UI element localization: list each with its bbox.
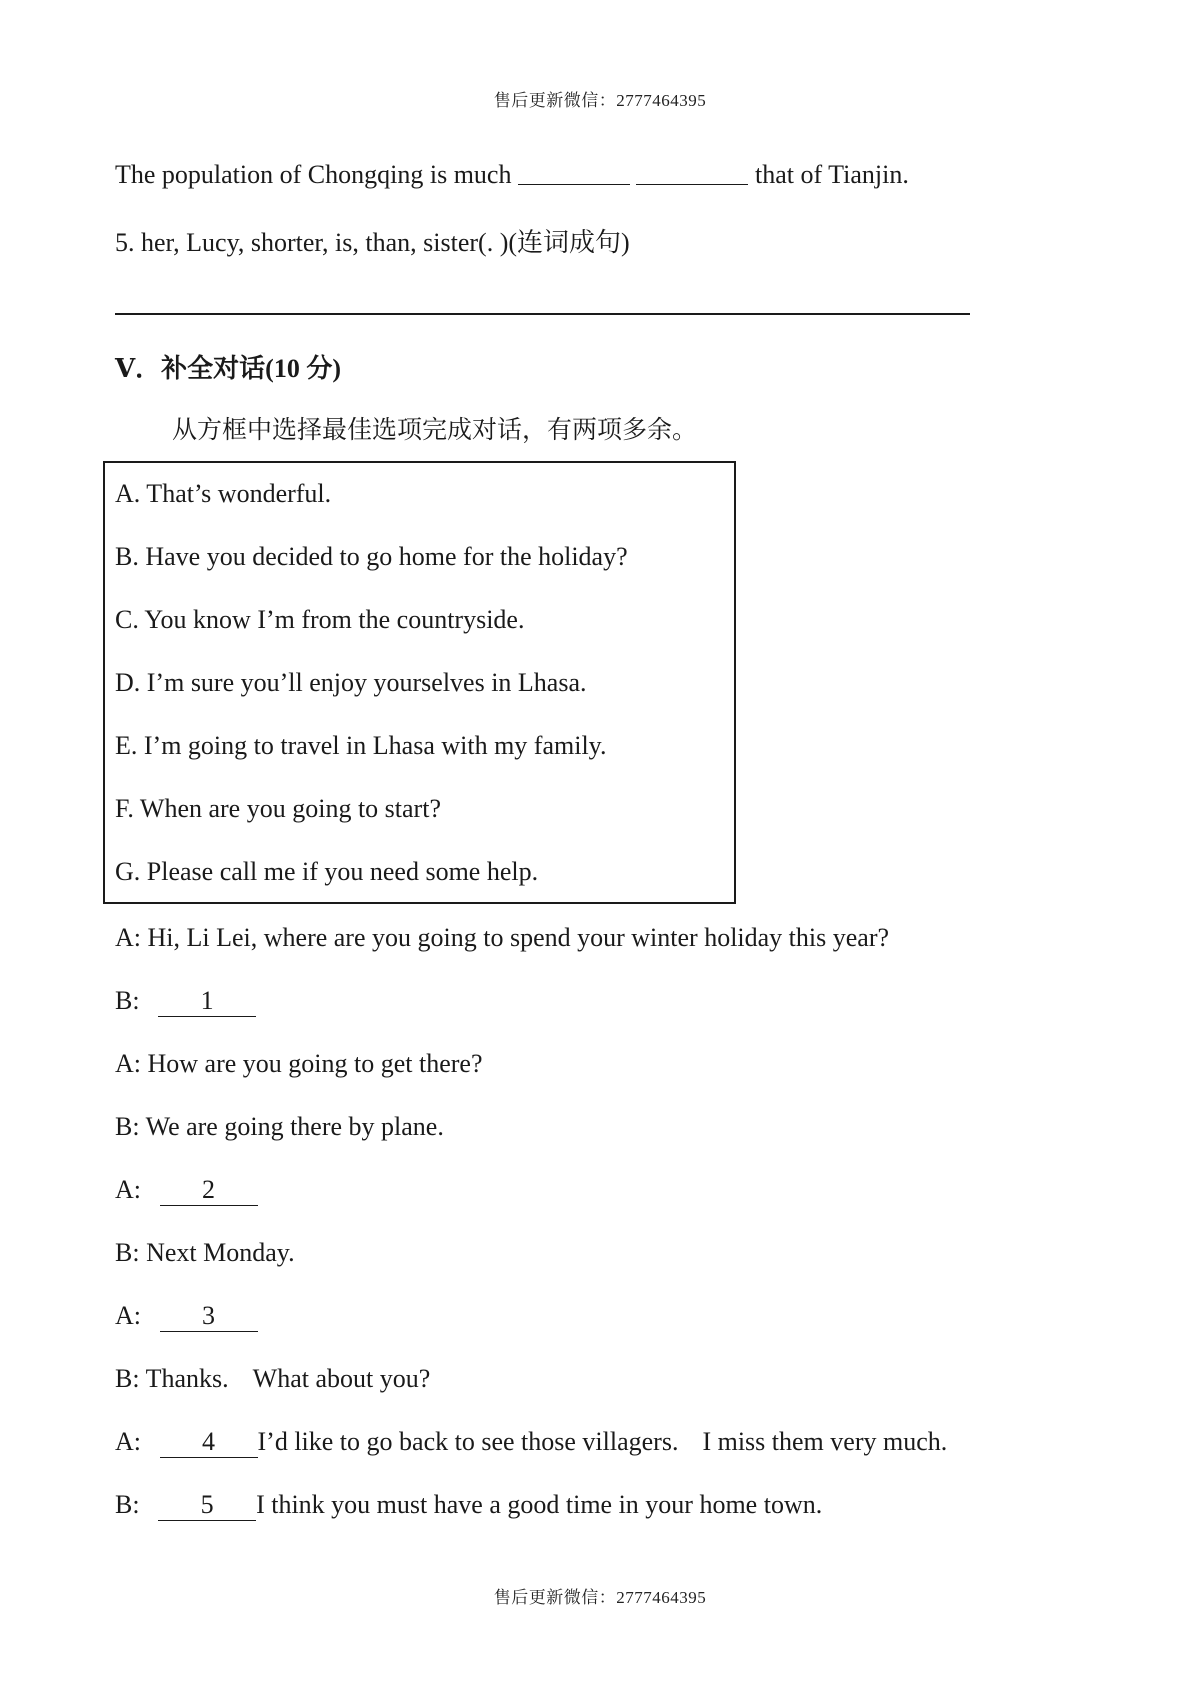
- answer-line[interactable]: [115, 313, 970, 315]
- option-g: G. Please call me if you need some help.: [115, 857, 539, 886]
- option-c: C. You know I’m from the countryside.: [115, 605, 525, 634]
- answer-blank-1[interactable]: 1: [158, 986, 256, 1017]
- dialogue-line: [115, 986, 256, 1017]
- speaker-label: B:: [115, 986, 140, 1015]
- option-e: E. I’m going to travel in Lhasa with my family.: [115, 731, 607, 760]
- section-instruction: 从方框中选择最佳选项完成对话，有两项多余。: [172, 417, 698, 444]
- speaker-label: B:: [115, 1238, 140, 1267]
- dialogue-text-2: What about you?: [252, 1364, 431, 1393]
- option-b: B. Have you decided to go home for the holiday?: [115, 542, 628, 571]
- dialogue-line: [115, 1364, 430, 1394]
- question-4-text-after: that of Tianjin.: [754, 160, 909, 189]
- dialogue-line: [115, 923, 889, 953]
- speaker-label: B:: [115, 1490, 140, 1519]
- option-a: A. That’s wonderful.: [115, 479, 332, 508]
- question-4-text-before: The population of Chongqing is much: [115, 160, 512, 189]
- dialogue-text-2: I miss them very much.: [702, 1427, 948, 1456]
- dialogue-text: I’d like to go back to see those villagers.: [257, 1427, 679, 1456]
- answer-blank-2[interactable]: 2: [160, 1175, 258, 1206]
- answer-blank-3[interactable]: 3: [160, 1301, 258, 1332]
- answer-blank-5[interactable]: 5: [158, 1490, 256, 1521]
- speaker-label: B:: [115, 1112, 140, 1141]
- dialogue-line: [115, 1490, 822, 1521]
- page-footer: 售后更新微信：2777464395: [493, 1588, 707, 1607]
- option-d: D. I’m sure you’ll enjoy yourselves in Lhasa.: [115, 668, 587, 697]
- dialogue-text: How are you going to get there?: [147, 1049, 483, 1078]
- dialogue-text: Next Monday.: [146, 1238, 295, 1267]
- answer-blank-4[interactable]: 4: [160, 1427, 258, 1458]
- question-4-line: [115, 158, 909, 190]
- speaker-label: A:: [115, 1175, 141, 1204]
- dialogue-text: Hi, Li Lei, where are you going to spend your winter holiday this year?: [147, 923, 890, 952]
- dialogue-line: [115, 1049, 483, 1079]
- dialogue-line: [115, 1238, 295, 1268]
- speaker-label: A:: [115, 1427, 141, 1456]
- answer-blank[interactable]: [636, 158, 748, 185]
- dialogue-text: I think you must have a good time in your home town.: [256, 1490, 823, 1519]
- page-header: 售后更新微信：2777464395: [493, 91, 707, 110]
- section-title: Ⅴ．补全对话(10 分): [115, 354, 341, 383]
- question-5-text: 5. her, Lucy, shorter, is, than, sister(. )(连词成句): [115, 228, 630, 257]
- dialogue-line: [115, 1427, 947, 1458]
- dialogue-line: [115, 1175, 258, 1206]
- dialogue-line: [115, 1112, 444, 1142]
- dialogue-line: [115, 1301, 258, 1332]
- dialogue-text: We are going there by plane.: [145, 1112, 444, 1141]
- option-f: F. When are you going to start?: [115, 794, 441, 823]
- speaker-label: A:: [115, 1301, 141, 1330]
- dialogue-text: Thanks.: [145, 1364, 229, 1393]
- speaker-label: A:: [115, 1049, 141, 1078]
- answer-blank[interactable]: [518, 158, 630, 185]
- speaker-label: A:: [115, 923, 141, 952]
- speaker-label: B:: [115, 1364, 140, 1393]
